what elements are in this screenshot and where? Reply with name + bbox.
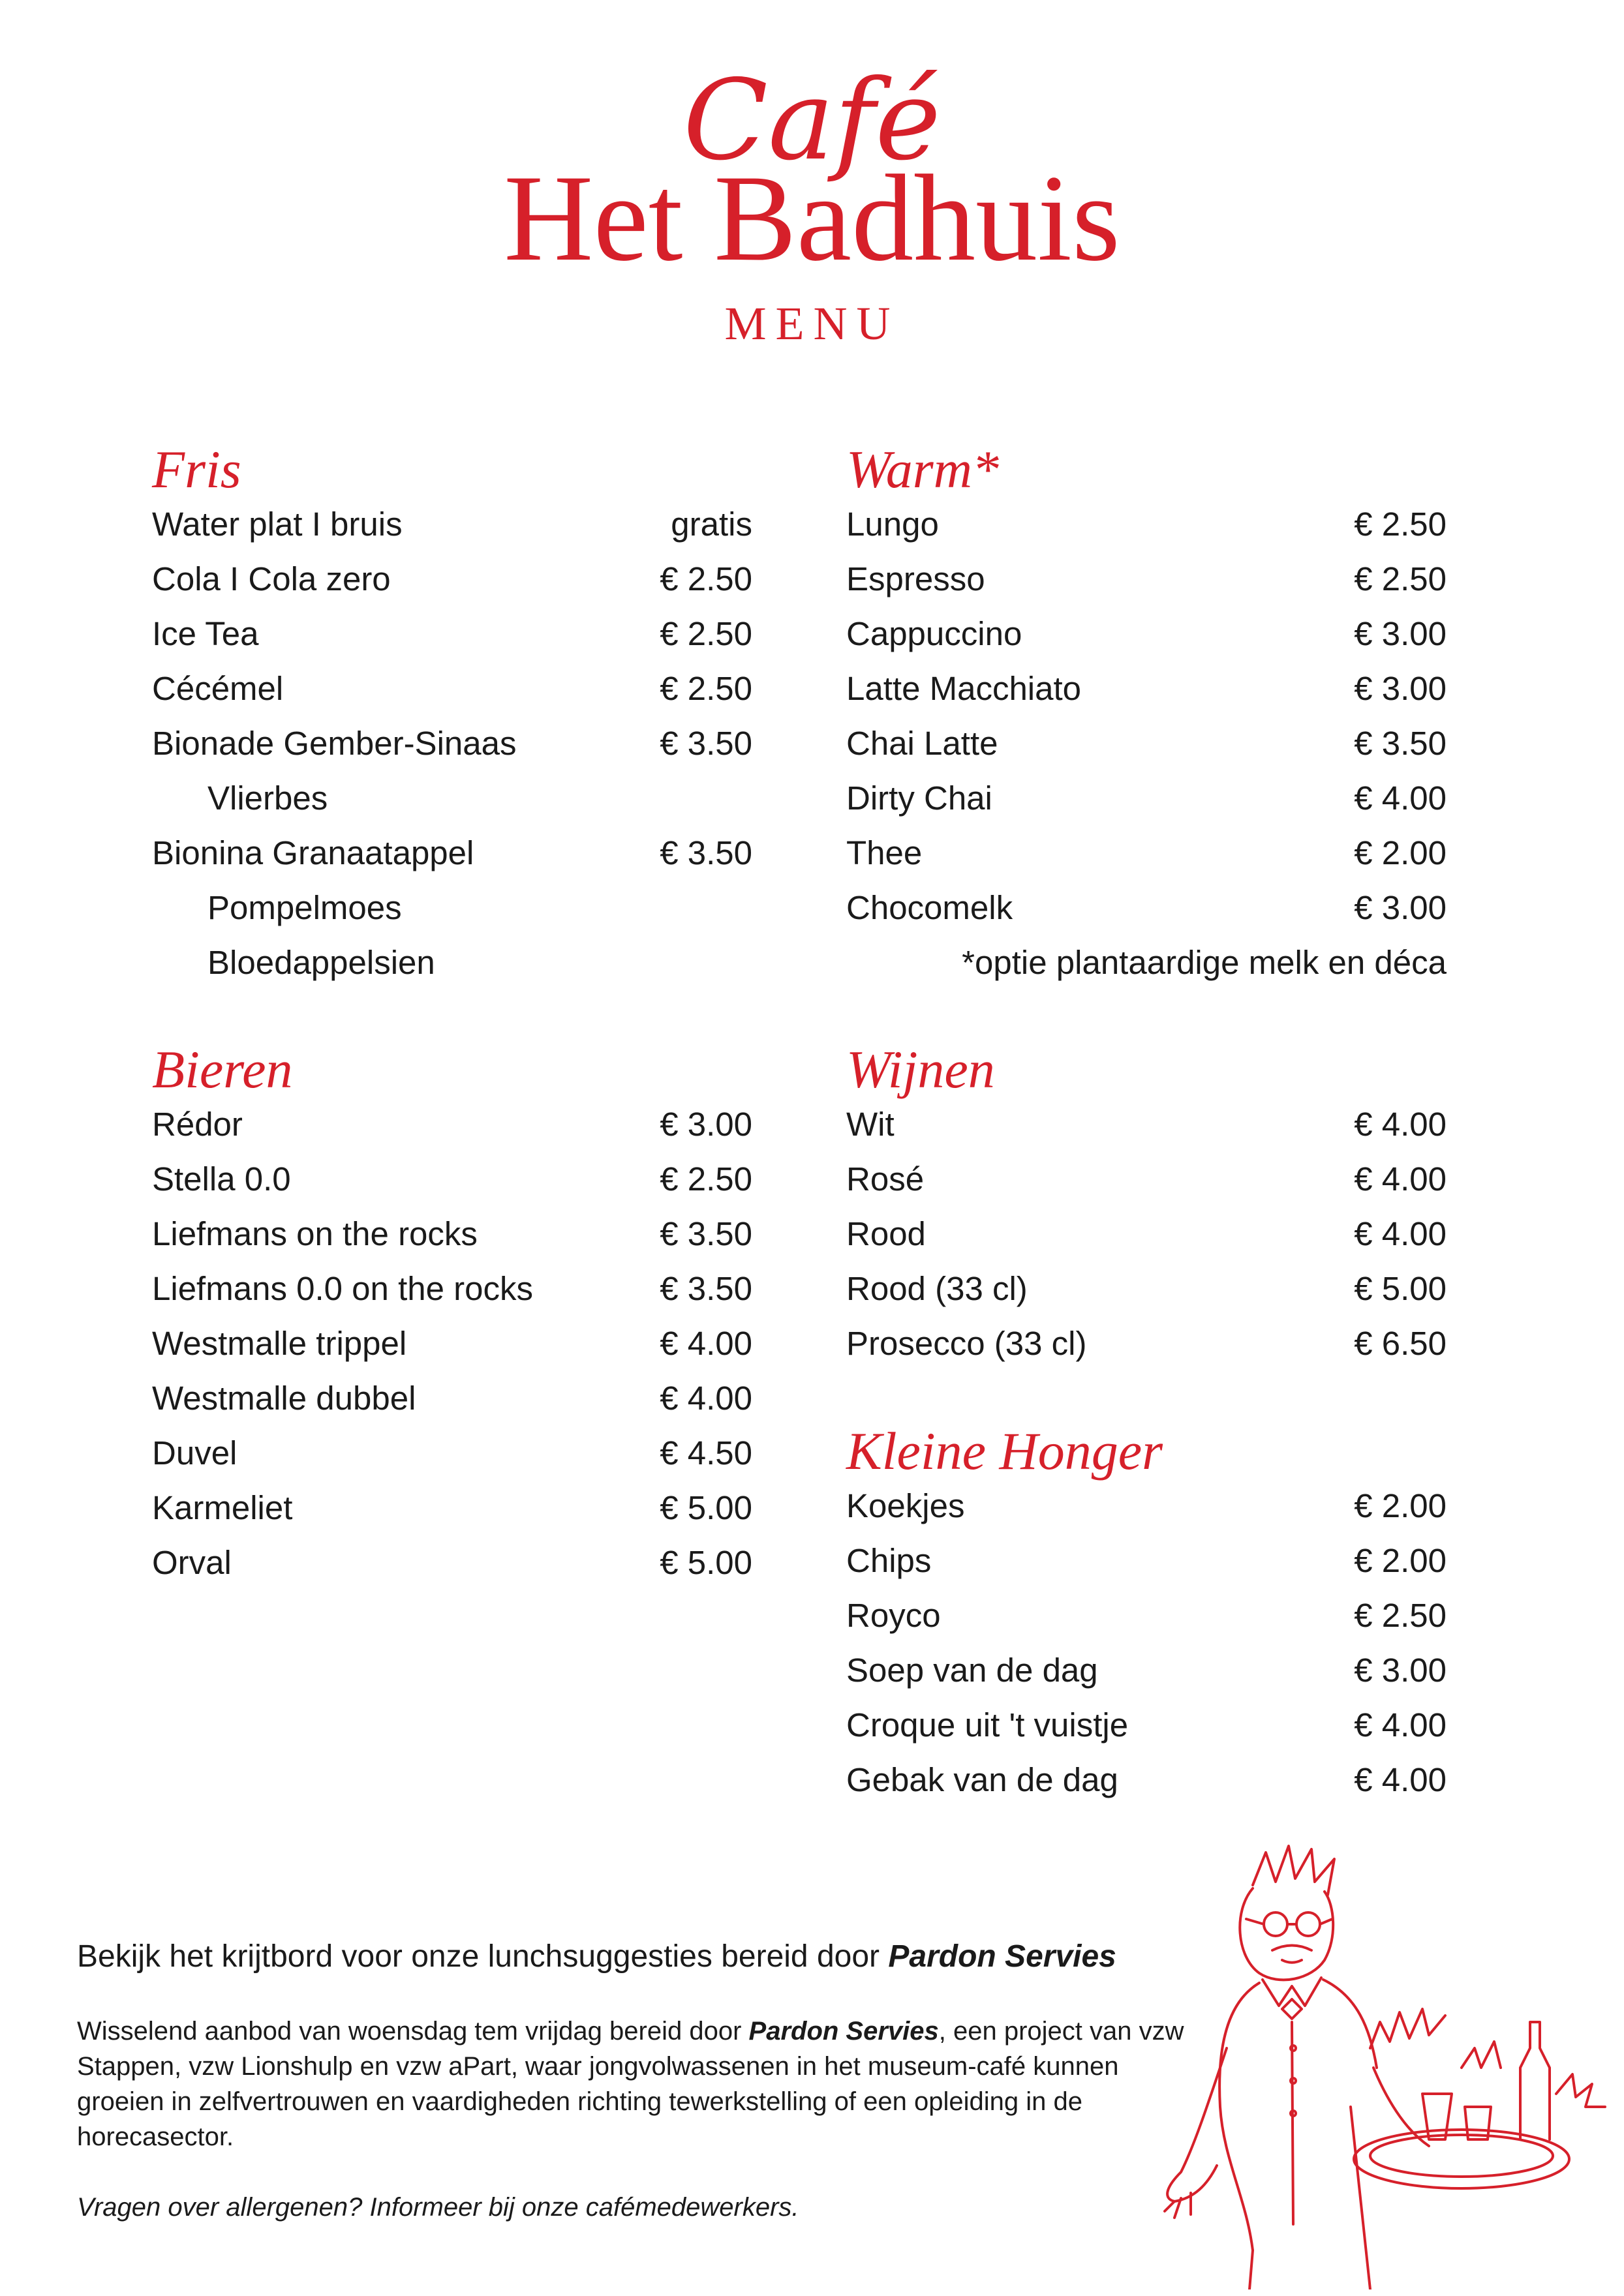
desc-rest: , een project van vzw Stappen, vzw Lionshulp en vzw aPart, waar jongvolwassenen in het museum-café kunnen groeien in zelfvertrouwen en vaardigheden richting tewerkstelling of een opleiding in de horecasector. <box>77 2017 1184 2151</box>
menu-item <box>846 1643 1447 1698</box>
item-price: € 5.00 <box>1354 1270 1447 1307</box>
item-name: Chocomelk <box>846 889 1013 926</box>
item-price: € 2.50 <box>660 560 752 597</box>
menu-item-variant <box>152 881 752 935</box>
section-title: Wijnen <box>846 1040 995 1099</box>
item-name: Westmalle dubbel <box>152 1380 416 1417</box>
menu-item <box>846 552 1447 607</box>
menu-item <box>152 1152 752 1207</box>
item-price: € 2.50 <box>1354 506 1447 543</box>
menu-item <box>846 1152 1447 1207</box>
menu-item <box>846 607 1447 661</box>
item-name: Liefmans 0.0 on the rocks <box>152 1270 533 1307</box>
item-price: € 4.00 <box>1354 1761 1447 1798</box>
menu-item <box>152 497 752 552</box>
item-name: Water plat I bruis <box>152 506 403 543</box>
item-name: Cappuccino <box>846 615 1022 652</box>
item-name: Thee <box>846 834 923 871</box>
menu-item <box>152 1371 752 1426</box>
section-fris <box>152 437 752 990</box>
section-title: Bieren <box>152 1040 293 1099</box>
menu-item <box>846 1588 1447 1643</box>
item-name: Cécémel <box>152 670 284 707</box>
menu-item <box>152 1097 752 1152</box>
menu-item <box>846 771 1447 826</box>
item-price: € 4.00 <box>1354 779 1447 817</box>
menu-item <box>846 1316 1447 1371</box>
allergen-note: Vragen over allergenen? Informeer bij onze cafémedewerkers. <box>77 2193 799 2222</box>
item-name: Bionina Granaatappel <box>152 834 474 871</box>
item-name: Royco <box>846 1597 941 1634</box>
menu-item <box>846 661 1447 716</box>
item-name: Duvel <box>152 1434 237 1472</box>
menu-item <box>152 1535 752 1590</box>
item-name: Liefmans on the rocks <box>152 1215 478 1252</box>
item-price: gratis <box>671 506 752 543</box>
menu-item <box>846 1533 1447 1588</box>
section-wijnen <box>846 1037 1447 1371</box>
item-name: Wit <box>846 1106 895 1143</box>
item-name: Karmeliet <box>152 1489 293 1526</box>
section-bieren <box>152 1037 752 1590</box>
item-name: Stella 0.0 <box>152 1160 291 1198</box>
item-price: € 3.50 <box>660 725 752 762</box>
desc-text: Wisselend aanbod van woensdag tem vrijdag bereid door <box>77 2017 749 2046</box>
item-name: Rood (33 cl) <box>846 1270 1028 1307</box>
item-price: € 3.50 <box>660 1270 752 1307</box>
item-price: € 4.00 <box>1354 1706 1447 1744</box>
item-name: Chai Latte <box>846 725 998 762</box>
menu-item <box>152 1481 752 1535</box>
item-name: Rédor <box>152 1106 243 1143</box>
section-title: Fris <box>152 440 241 499</box>
item-name: Espresso <box>846 560 985 597</box>
item-price: € 4.00 <box>660 1325 752 1362</box>
project-description <box>77 2014 1199 2154</box>
item-price: € 4.50 <box>660 1434 752 1472</box>
warm-footnote: *optie plantaardige melk en déca <box>962 944 1447 981</box>
item-price: € 5.00 <box>660 1544 752 1581</box>
menu-item-variant <box>152 771 752 826</box>
item-name: Cola I Cola zero <box>152 560 391 597</box>
item-name: Westmalle trippel <box>152 1325 407 1362</box>
menu-item <box>152 716 752 771</box>
menu-item <box>152 1261 752 1316</box>
item-price: € 3.00 <box>1354 1652 1447 1689</box>
menu-item <box>846 497 1447 552</box>
item-price: € 2.50 <box>660 1160 752 1198</box>
item-name: Bionade Gember-Sinaas <box>152 725 517 762</box>
item-name: Ice Tea <box>152 615 259 652</box>
lunch-promo <box>77 1937 1116 1976</box>
item-name: Dirty Chai <box>846 779 992 817</box>
item-name: Chips <box>846 1542 932 1579</box>
item-name: Lungo <box>846 506 939 543</box>
menu-item-variant <box>152 935 752 990</box>
menu-item <box>846 1261 1447 1316</box>
menu-item <box>846 826 1447 881</box>
menu-item <box>846 1698 1447 1753</box>
item-price: € 4.00 <box>1354 1215 1447 1252</box>
item-price: € 6.50 <box>1354 1325 1447 1362</box>
item-price: € 2.50 <box>660 670 752 707</box>
item-name: Gebak van de dag <box>846 1761 1118 1798</box>
item-name: Pompelmoes <box>207 889 402 926</box>
item-name: Latte Macchiato <box>846 670 1082 707</box>
item-name: Rood <box>846 1215 926 1252</box>
item-price: € 5.00 <box>660 1489 752 1526</box>
menu-item <box>846 881 1447 935</box>
waiter-illustration-icon <box>1155 1833 1612 2289</box>
item-price: € 3.00 <box>1354 889 1447 926</box>
section-title: Kleine Honger <box>846 1421 1163 1481</box>
menu-item <box>846 1097 1447 1152</box>
menu-item <box>152 826 752 881</box>
promo-text: Bekijk het krijtbord voor onze lunchsuggesties bereid door <box>77 1939 889 1974</box>
menu-item <box>152 661 752 716</box>
item-price: € 2.00 <box>1354 1487 1447 1524</box>
menu-item <box>846 716 1447 771</box>
item-name: Koekjes <box>846 1487 965 1524</box>
item-name: Soep van de dag <box>846 1652 1098 1689</box>
item-price: € 2.50 <box>1354 1597 1447 1634</box>
item-name: Prosecco (33 cl) <box>846 1325 1087 1362</box>
item-price: € 2.00 <box>1354 1542 1447 1579</box>
item-price: € 3.50 <box>1354 725 1447 762</box>
item-name: Croque uit 't vuistje <box>846 1706 1129 1744</box>
item-price: € 3.00 <box>1354 615 1447 652</box>
item-price: € 4.00 <box>660 1380 752 1417</box>
restaurant-name: Het Badhuis <box>504 150 1120 287</box>
menu-item <box>152 552 752 607</box>
section-title: Warm* <box>846 440 999 499</box>
menu-item <box>152 1207 752 1261</box>
item-price: € 3.00 <box>660 1106 752 1143</box>
menu-item <box>846 1753 1447 1807</box>
item-price: € 4.00 <box>1354 1160 1447 1198</box>
menu-item <box>152 607 752 661</box>
item-name: Vlierbes <box>207 779 328 817</box>
desc-brand: Pardon Servies <box>748 2017 939 2046</box>
promo-brand: Pardon Servies <box>888 1939 1116 1974</box>
item-name: Orval <box>152 1544 232 1581</box>
menu-item <box>846 1479 1447 1533</box>
menu-item <box>846 1207 1447 1261</box>
item-price: € 3.50 <box>660 834 752 871</box>
item-price: € 4.00 <box>1354 1106 1447 1143</box>
section-warm <box>846 437 1447 990</box>
item-price: € 2.00 <box>1354 834 1447 871</box>
item-name: Rosé <box>846 1160 925 1198</box>
menu-item <box>152 1316 752 1371</box>
item-name: Bloedappelsien <box>207 944 435 981</box>
menu-item <box>152 1426 752 1481</box>
cafe-title: Café <box>683 56 941 185</box>
item-price: € 3.50 <box>660 1215 752 1252</box>
item-price: € 3.00 <box>1354 670 1447 707</box>
menu-heading: MENU <box>724 297 900 350</box>
item-price: € 2.50 <box>660 615 752 652</box>
item-price: € 2.50 <box>1354 560 1447 597</box>
section-kleine-honger <box>846 1419 1447 1807</box>
